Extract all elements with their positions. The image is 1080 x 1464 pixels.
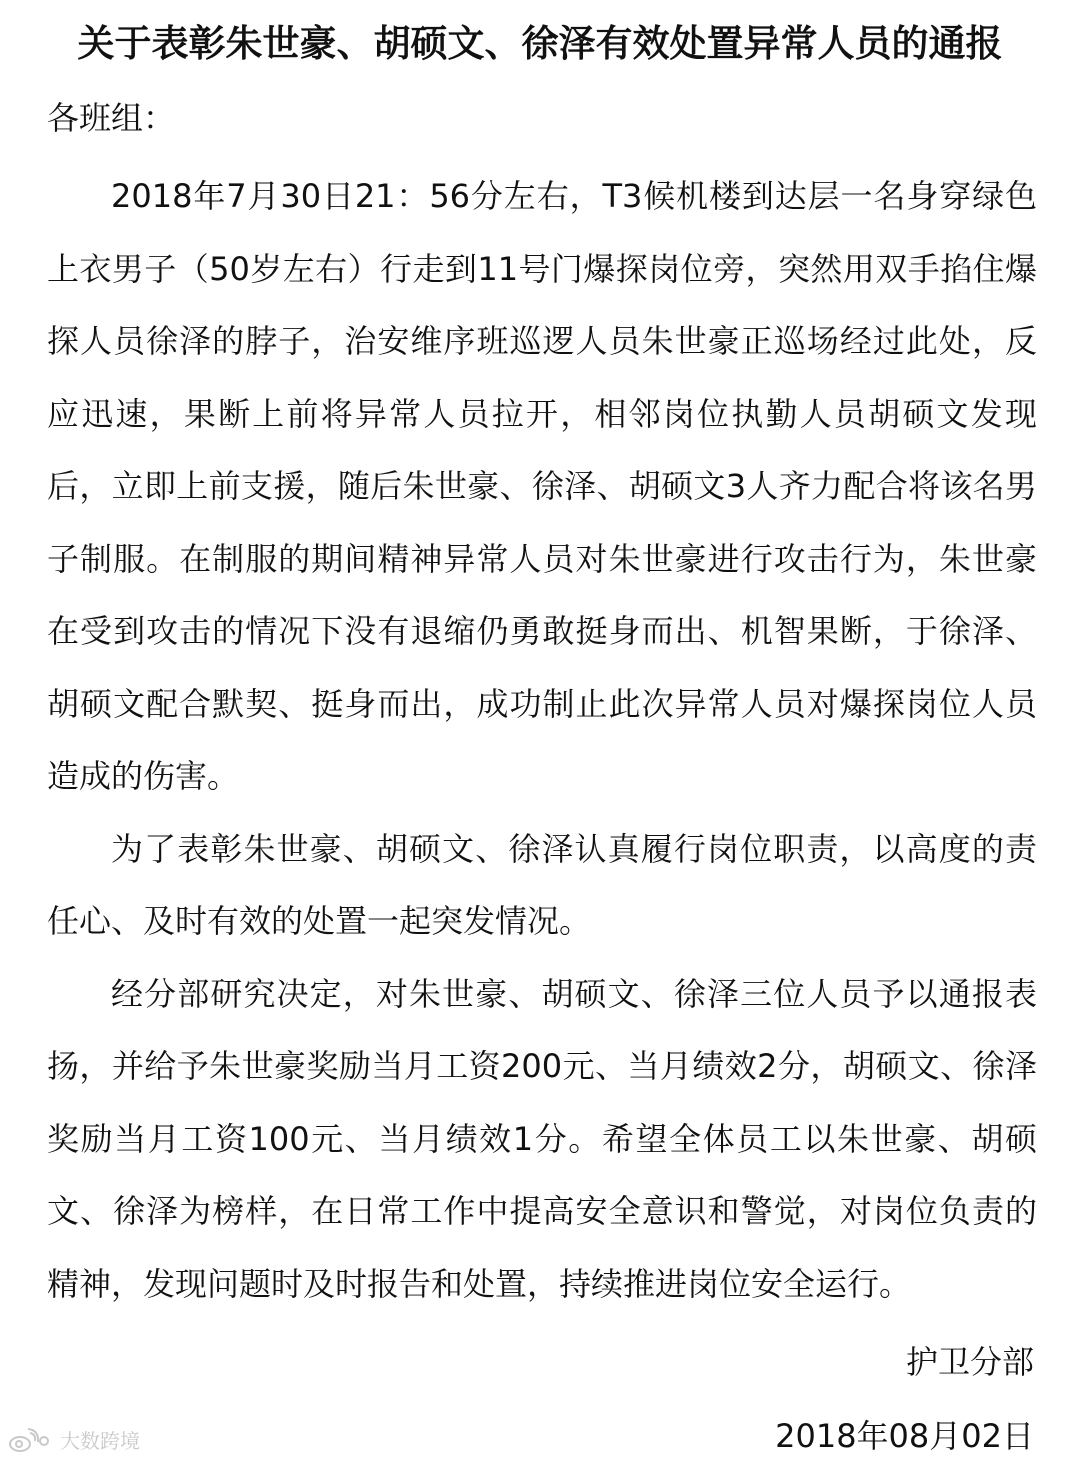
paragraph-incident: 2018年7月30日21：56分左右，T3候机楼到达层一名身穿绿色上衣男子（50岁左右）行走到11号门爆探岗位旁，突然用双手掐住爆探人员徐泽的脖子，治安维序班巡逻人员朱世豪正巡场经过此处，反应迅速，果断上前将异常人员拉开，相邻岗位执勤人员胡硕文发现后，立即上前支援，随后朱世豪、徐泽、胡硕文3人齐力配合将该名男子制服。在制服的期间精神异常人员对朱世豪进行攻击行为，朱世豪在受到攻击的情况下没有退缩仍勇敢挺身而出、机智果断，于徐泽、胡硕文配合默契、挺身而出，成功制止此次异常人员对爆探岗位人员造成的伤害。 [47, 177, 1037, 795]
document-body [47, 160, 1037, 1320]
document-date: 2018年08月02日 [775, 1417, 1034, 1455]
document-title: 关于表彰朱世豪、胡硕文、徐泽有效处置异常人员的通报 [77, 22, 1003, 65]
paragraph-decision: 经分部研究决定，对朱世豪、胡硕文、徐泽三位人员予以通报表扬，并给予朱世豪奖励当月工资200元、当月绩效2分，胡硕文、徐泽奖励当月工资100元、当月绩效1分。希望全体员工以朱世豪、胡硕文、徐泽为榜样，在日常工作中提高安全意识和警觉，对岗位负责的精神，发现问题时及时报告和处置，持续推进岗位安全运行。 [47, 974, 1037, 1303]
signature: 护卫分部 [905, 1343, 1034, 1381]
salutation: 各班组： [47, 99, 176, 137]
watermark [8, 1427, 140, 1455]
weibo-logo-icon [8, 1427, 54, 1455]
watermark-text: 大数跨境 [60, 1429, 140, 1453]
paragraph-commendation: 为了表彰朱世豪、胡硕文、徐泽认真履行岗位职责，以高度的责任心、及时有效的处置一起突发情况。 [47, 829, 1037, 940]
